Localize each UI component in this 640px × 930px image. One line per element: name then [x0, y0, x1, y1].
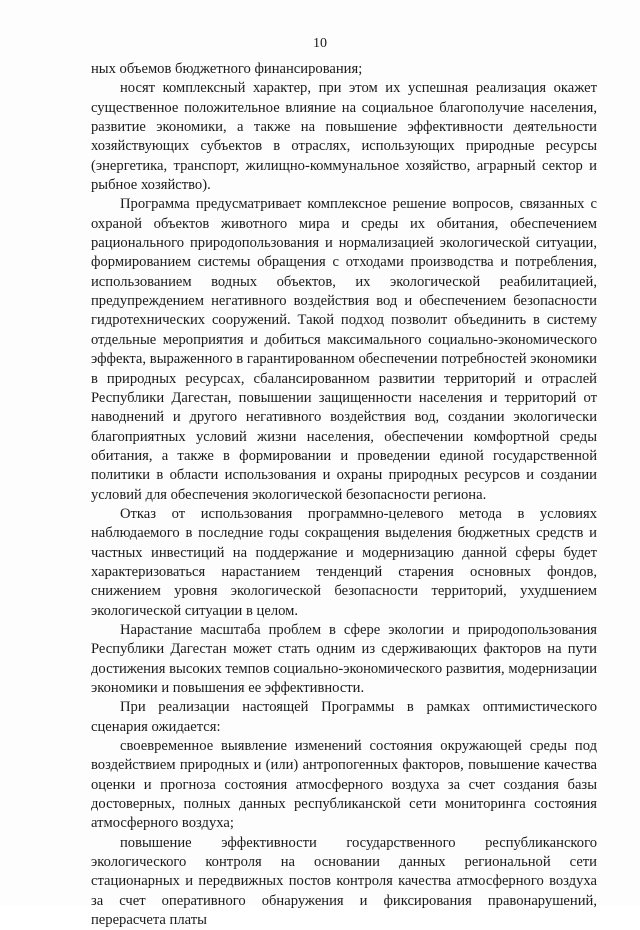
paragraph: ных объемов бюджетного финансирования;: [91, 61, 363, 77]
paragraph: повышение эффективности государственного республиканского экологического контроля на основании данных региональной сети стационарных и передвижных постов контроля качества атмосферного воздуха за счет оперативного обнаружения и фиксирования правонарушений, перерасчета платы: [91, 834, 597, 929]
paragraph: При реализации настоящей Программы в рамках оптимистического сценария ожидается:: [91, 699, 597, 735]
paragraph: Программа предусматривает комплексное решение вопросов, связанных с охраной объектов животного мира и среды их обитания, обеспечением рационального природопользования и нормализацией экологической ситуации, формированием системы обращения с отходами производства и потребления, использованием водных объектов, их экологической реабилитацией, предупреждением негативного воздействия вод и обеспечением безопасности гидротехнических сооружений. Такой подход позволит объединить в систему отдельные мероприятия и добиться максимального социально-экономического эффекта, выраженного в гарантированном обеспечении потребностей экономики в природных ресурсах, сбалансированном развитии территорий и отраслей Республики Дагестан, повышении защищенности населения и территорий от наводнений и другого негативного воздействия вод, создании экологически благоприятных условий жизни населения, обеспечении комфортной среды обитания, а также в формировании и проведении единой государственной политики в области использования и охраны природных ресурсов и создании условий для обеспечения экологической безопасности региона.: [91, 196, 597, 503]
paragraph: носят комплексный характер, при этом их успешная реализация окажет существенное положительное влияние на социальное благополучие населения, развитие экономики, а также на повышение эффективности деятельности хозяйствующих субъектов в отраслях, использующих природные ресурсы (энергетика, транспорт, жилищно-коммунальное хозяйство, аграрный сектор и рыбное хозяйство).: [91, 80, 597, 194]
page-body: [91, 60, 597, 930]
paragraph: Отказ от использования программно-целевого метода в условиях наблюдаемого в последние годы сокращения выделения бюджетных средств и частных инвестиций на поддержание и модернизацию данной сферы будет характеризоваться нарастанием тенденций старения основных фондов, снижением уровня экологической безопасности территорий, ухудшением экологической ситуации в целом.: [91, 505, 597, 619]
paragraph: Нарастание масштаба проблем в сфере экологии и природопользования Республики Дагестан может стать одним из сдерживающих факторов на пути достижения высоких темпов социально-экономического развития, модернизации экономики и повышения ее эффективности.: [91, 621, 597, 696]
paragraph: своевременное выявление изменений состояния окружающей среды под воздействием природных и (или) антропогенных факторов, повышение качества оценки и прогноза состояния атмосферного воздуха за счет создания базы достоверных, полных данных республиканской сети мониторинга состояния атмосферного воздуха;: [91, 738, 597, 832]
page-number: 10: [313, 36, 327, 51]
